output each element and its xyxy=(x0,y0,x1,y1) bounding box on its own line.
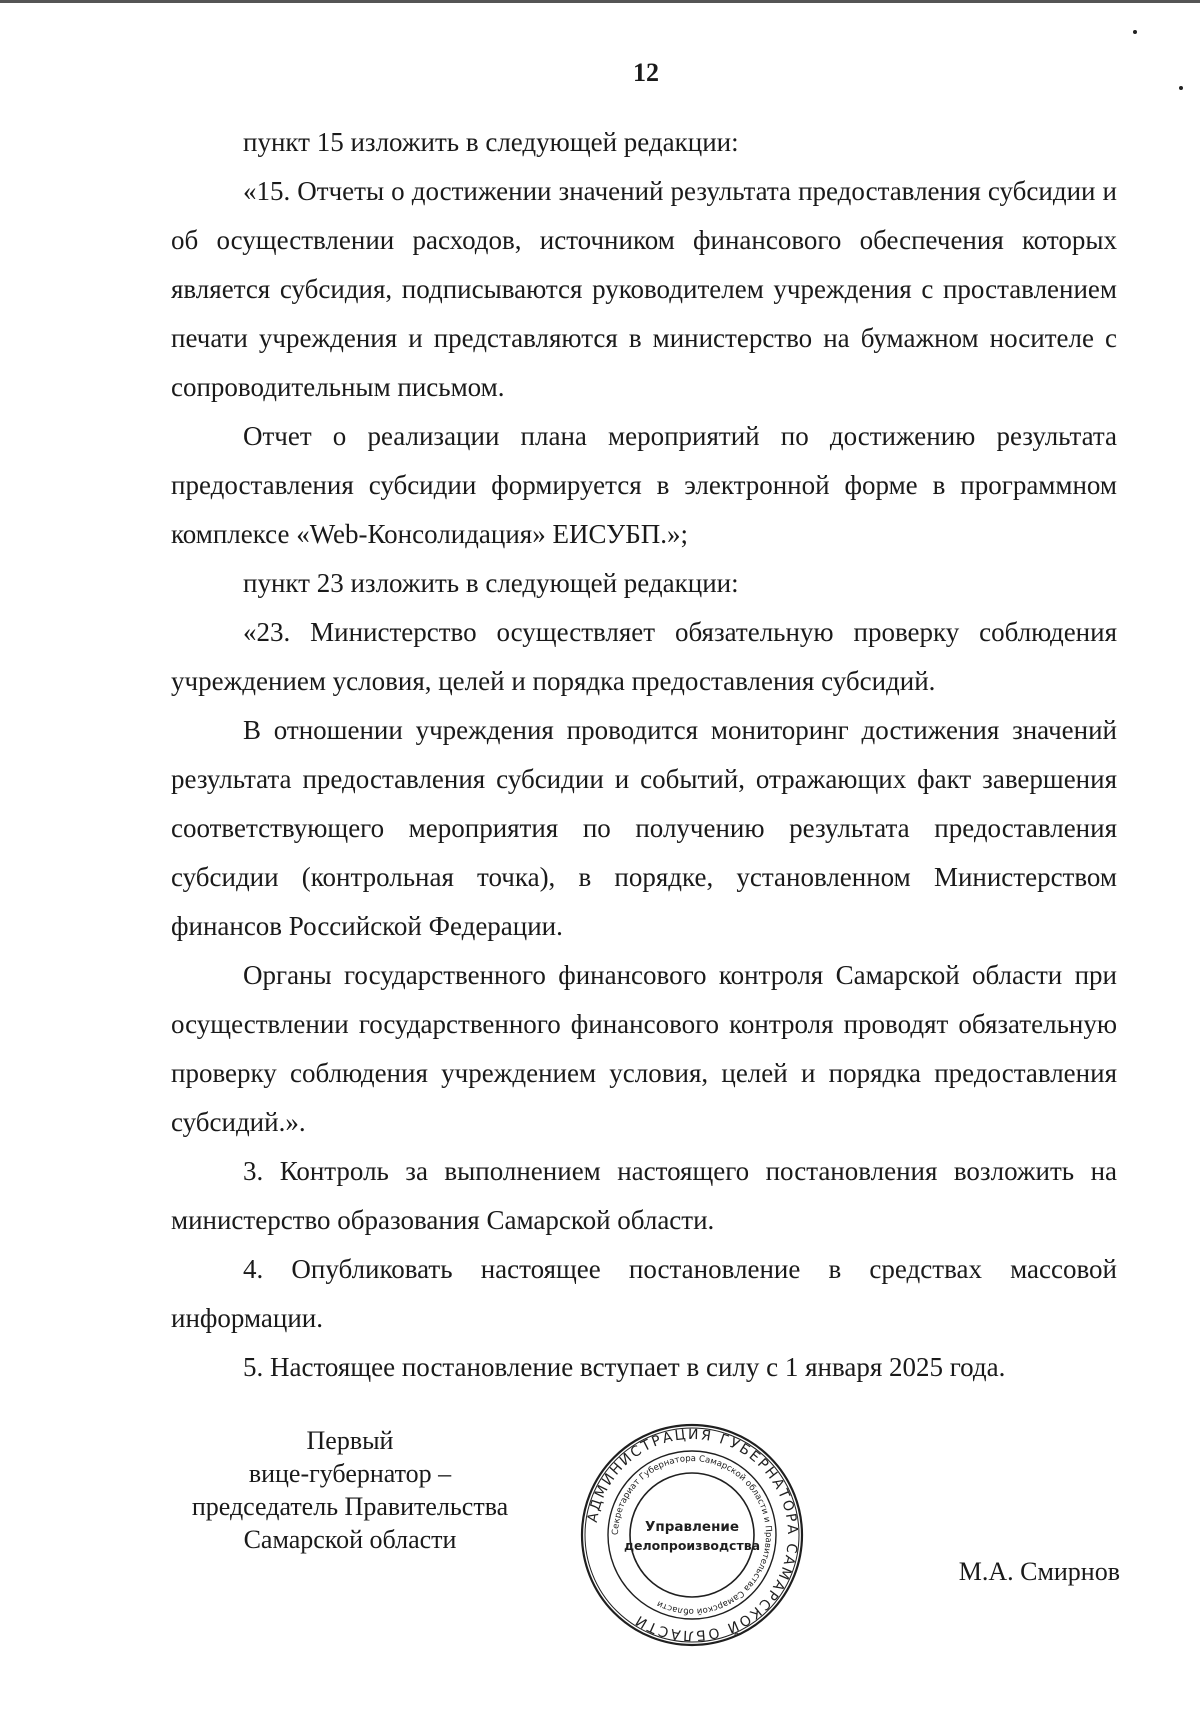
seal-middle-ring xyxy=(608,1451,776,1619)
paragraph-item-5: 5. Настоящее постановление вступает в силу с 1 января 2025 года. xyxy=(243,1352,1006,1382)
page-number: 12 xyxy=(633,58,659,87)
top-border-line xyxy=(0,0,1200,3)
paragraph-clause-23: «23. Министерство осуществляет обязательную проверку соблюдения учреждением условия, целей и порядка предоставления субсидий. xyxy=(171,617,1117,696)
seal-inner-ring xyxy=(630,1473,754,1597)
seal-center-line1: Управление xyxy=(644,1519,740,1535)
signatory-title-line: председатель Правительства xyxy=(191,1492,509,1521)
signatory-title-line: вице-губернатор – xyxy=(248,1459,452,1488)
paragraph-item-3: 3. Контроль за выполнением настоящего постановления возложить на министерство образования Самарской области. xyxy=(171,1156,1117,1235)
paragraph-control-bodies: Органы государственного финансового контроля Самарской области при осуществлении государственного финансового контроля проводят обязательную проверку соблюдения учреждением условия, целей и порядка предоставления субсидий.». xyxy=(171,960,1117,1137)
paragraph-amend-15: пункт 15 изложить в следующей редакции: xyxy=(243,127,739,157)
paragraph-monitoring: В отношении учреждения проводится мониторинг достижения значений результата предоставления субсидии и событий, отражающих факт завершения соответствующего мероприятия по получению результата предоставления субсидии (контрольная точка), в порядке, установленном Министерством финансов Российской Федерации. xyxy=(171,715,1117,941)
paragraph-amend-23: пункт 23 изложить в следующей редакции: xyxy=(243,568,739,598)
scan-speck xyxy=(1179,86,1183,90)
seal-center-line2: делопроизводства xyxy=(623,1538,761,1553)
official-seal xyxy=(577,1420,807,1650)
paragraph-clause-15: «15. Отчеты о достижении значений результата предоставления субсидии и об осуществлении расходов, источником финансового обеспечения которых является субсидия, подписываются руководителем учреждения с проставлением печати учреждения и представляются в министерство на бумажном носителе с сопроводительным письмом. xyxy=(171,176,1117,402)
seal-middle-text: Секретариат Губернатора Самарской области и Правительства Самарской области xyxy=(610,1453,774,1617)
document-body xyxy=(171,118,1117,1392)
paragraph-report-plan: Отчет о реализации плана мероприятий по достижению результата предоставления субсидии формируется в электронной форме в программном комплексе «Web-Консолидация» ЕИСУБП.»; xyxy=(171,421,1117,549)
signatory-title-line: Первый xyxy=(306,1426,394,1455)
paragraph-item-4: 4. Опубликовать настоящее постановление в средствах массовой информации. xyxy=(171,1254,1117,1333)
seal-outer-text: АДМИНИСТРАЦИЯ ГУБЕРНАТОРА САМАРСКОЙ ОБЛАСТИ xyxy=(584,1426,801,1644)
signatory-title xyxy=(160,1424,540,1556)
signatory-title-line: Самарской области xyxy=(243,1525,457,1554)
scan-speck xyxy=(1133,30,1137,34)
signatory-name: М.А. Смирнов xyxy=(958,1557,1120,1586)
